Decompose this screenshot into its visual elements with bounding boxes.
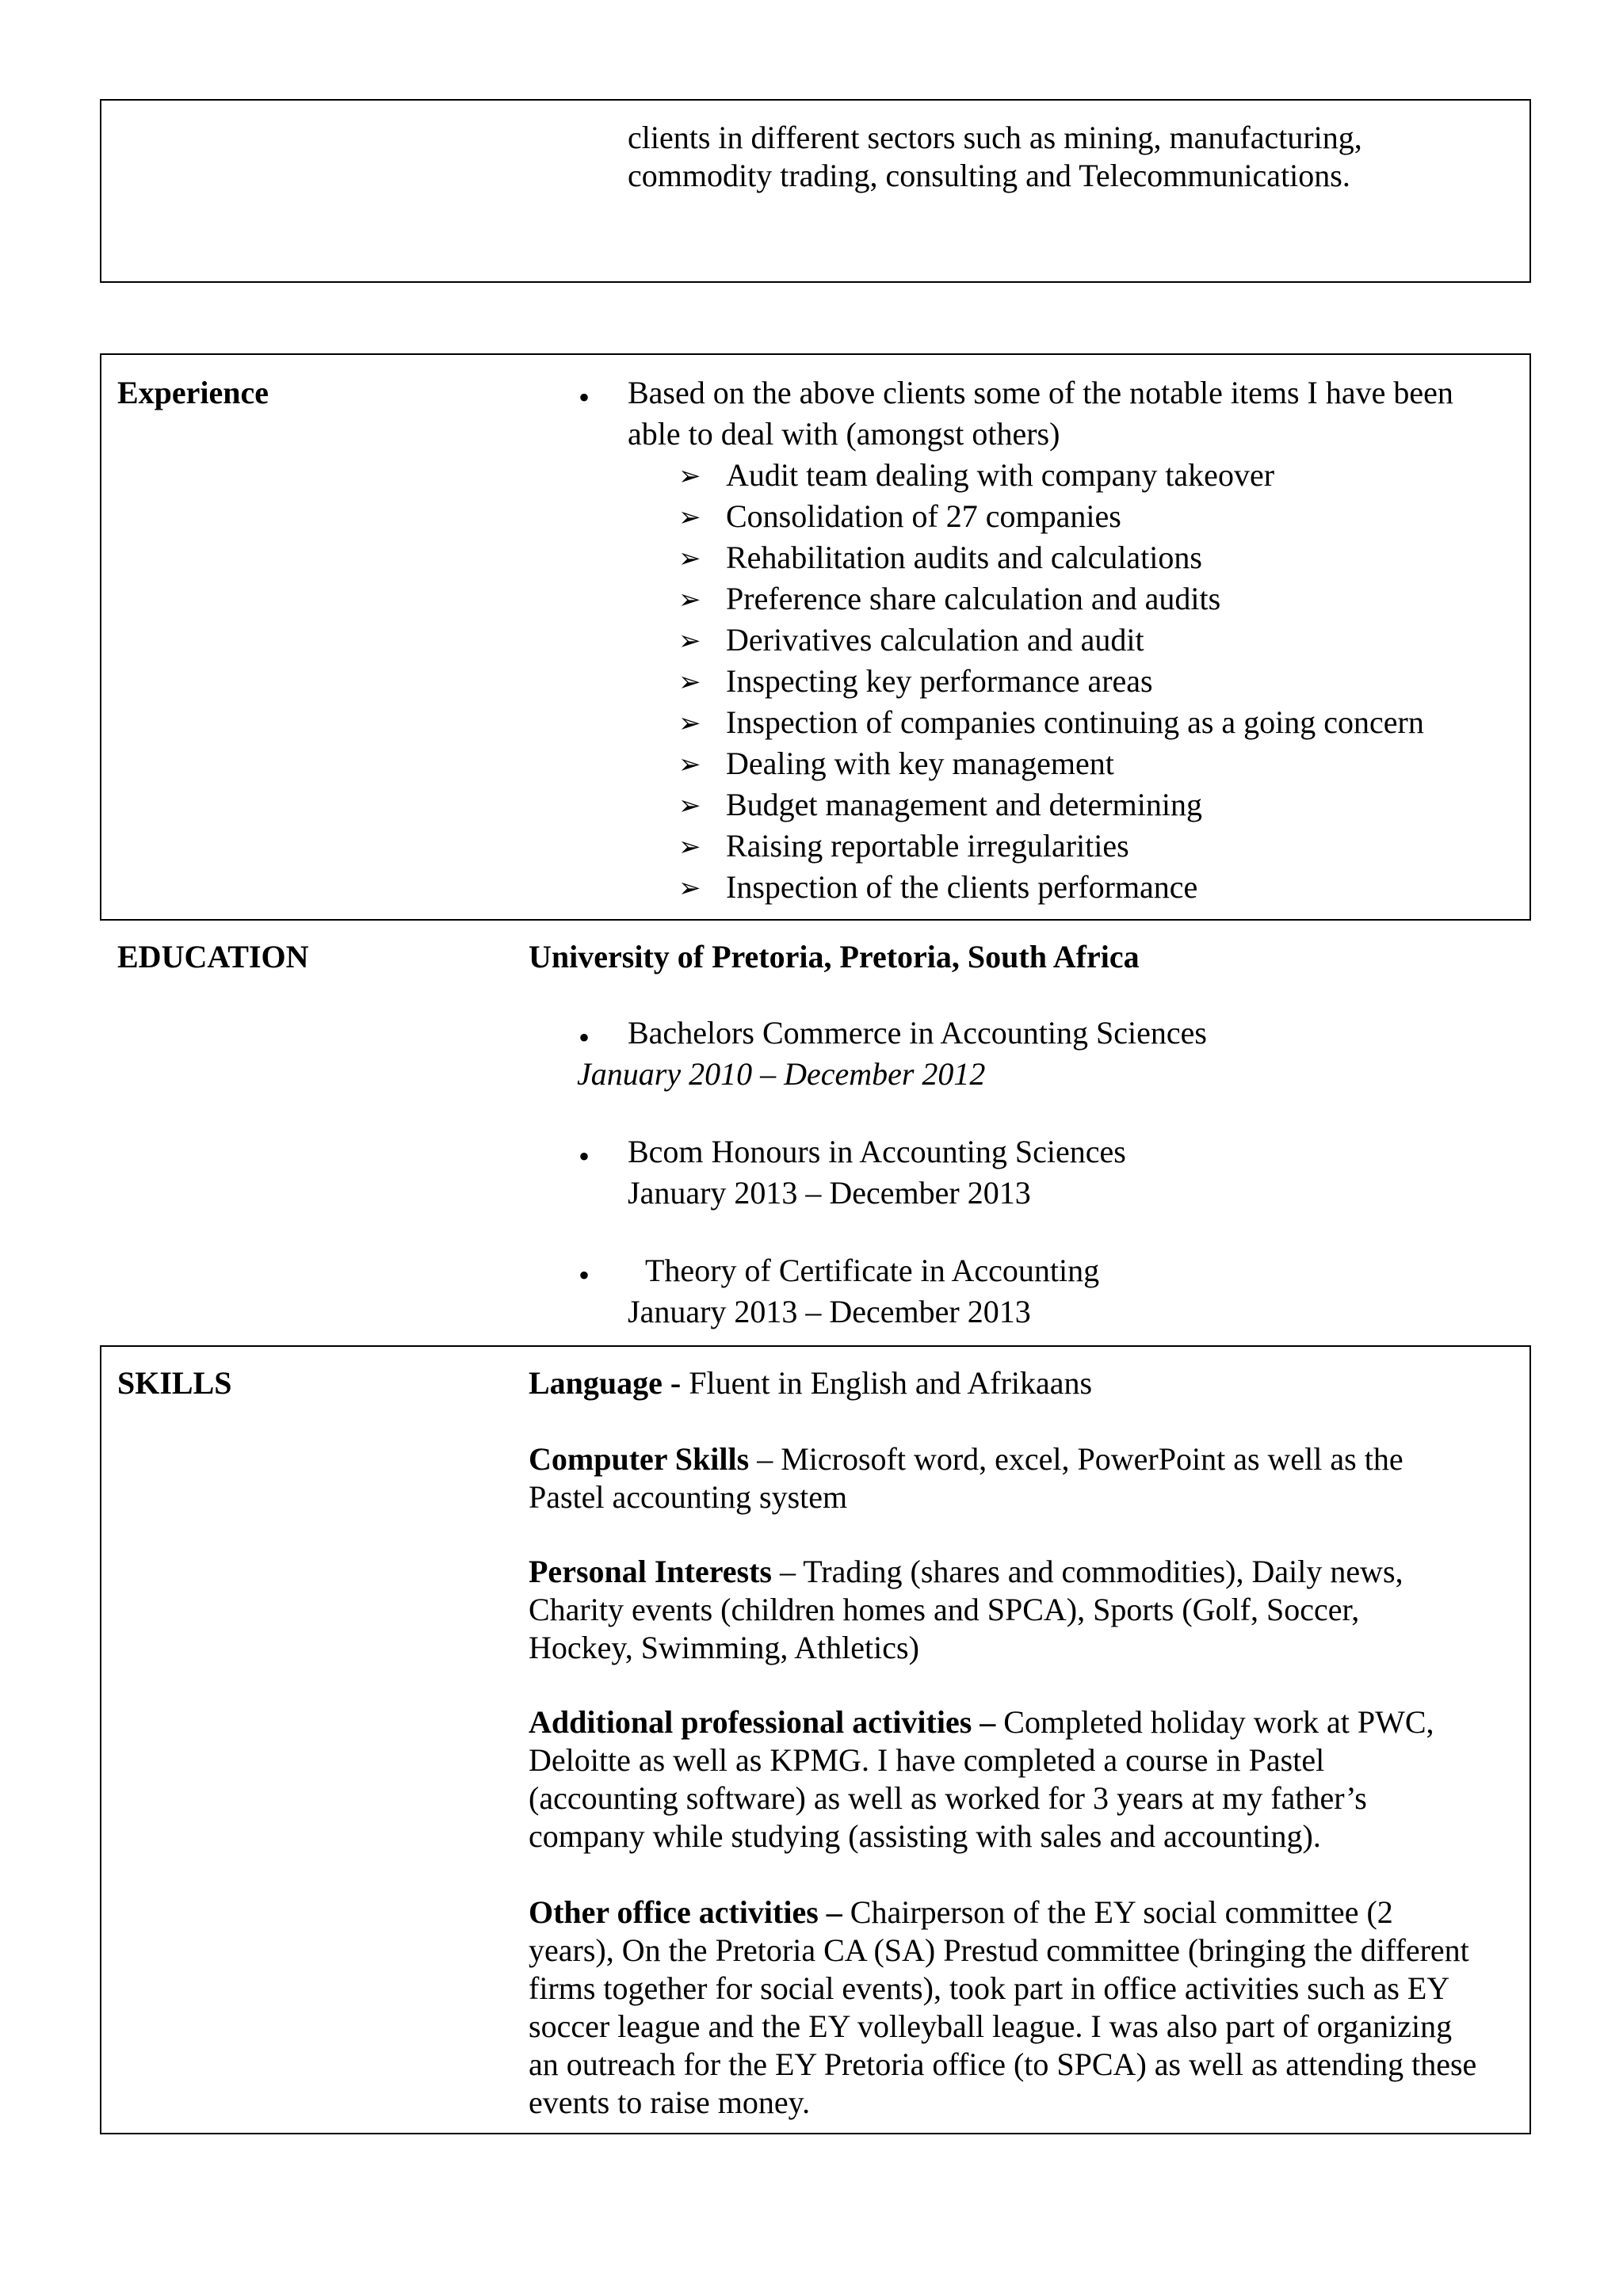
skill-interests-line-2: Charity events (children homes and SPCA), Sports (Golf, Soccer, [529,1592,1360,1627]
education-heading: EDUCATION [117,939,309,974]
skill-office-line-3: firms together for social events), took part in office activities such as EY [529,1970,1450,2006]
experience-item: Preference share calculation and audits [726,581,1221,616]
arrow-bullet-icon: ➢ [678,668,701,697]
arrow-bullet-icon: ➢ [678,627,701,656]
skill-office-label: Other office activities – [529,1894,842,1930]
arrow-bullet-icon: ➢ [678,833,701,862]
experience-intro-line-1: Based on the above clients some of the notable items I have been [628,375,1453,410]
arrow-bullet-icon: ➢ [678,791,701,821]
arrow-bullet-icon: ➢ [678,709,701,738]
skill-office-line-2: years), On the Pretoria CA (SA) Prestud committee (bringing the different [529,1932,1469,1968]
skill-additional-line-1: Completed holiday work at PWC, [995,1704,1434,1740]
experience-item: Raising reportable irregularities [726,828,1129,864]
degree-2-name: Bcom Honours in Accounting Sciences [628,1134,1126,1169]
arrow-bullet-icon: ➢ [678,503,701,532]
skill-language [529,1363,1092,1404]
arrow-bullet-icon: ➢ [678,874,701,903]
experience-item: Dealing with key management [726,746,1114,781]
bullet-dot-icon: • [579,379,590,415]
skill-computer-line-2: Pastel accounting system [529,1479,848,1515]
bullet-dot-icon: • [579,1257,590,1293]
arrow-bullet-icon: ➢ [678,544,701,574]
degree-3-dates: January 2013 – December 2013 [628,1294,1031,1329]
degree-3-name: Theory of Certificate in Accounting [645,1253,1100,1288]
degree-1-name: Bachelors Commerce in Accounting Sciences [628,1015,1207,1051]
degree-2-dates: January 2013 – December 2013 [628,1175,1031,1211]
bullet-dot-icon: • [579,1020,590,1055]
degree-1-dates: January 2010 – December 2012 [577,1056,986,1092]
experience-item: Rehabilitation audits and calculations [726,540,1202,575]
education-institution: University of Pretoria, Pretoria, South Africa [529,939,1140,974]
top-text-line-2: commodity trading, consulting and Telecommunications. [628,158,1350,193]
skill-additional [529,1702,1434,1743]
skill-office-line-1: Chairperson of the EY social committee (2 [842,1894,1393,1930]
skill-language-text: Fluent in English and Afrikaans [681,1365,1093,1401]
skill-additional-line-2: Deloitte as well as KPMG. I have completed a course in Pastel [529,1742,1325,1778]
arrow-bullet-icon: ➢ [678,585,701,615]
experience-intro-line-2: able to deal with (amongst others) [628,416,1060,452]
arrow-bullet-icon: ➢ [678,750,701,780]
experience-heading: Experience [117,375,269,410]
bullet-dot-icon: • [579,1138,590,1174]
skill-interests-label: Personal Interests [529,1554,772,1589]
skill-computer-line-1: – Microsoft word, excel, PowerPoint as well as the [749,1441,1403,1477]
skill-additional-label: Additional professional activities – [529,1704,996,1740]
skill-interests-line-1: – Trading (shares and commodities), Daily news, [772,1554,1403,1589]
skill-computer [529,1439,1403,1480]
skill-additional-line-3: (accounting software) as well as worked for 3 years at my father’s [529,1780,1367,1816]
skill-additional-line-4: company while studying (assisting with sales and accounting). [529,1818,1321,1854]
experience-item: Inspecting key performance areas [726,663,1153,699]
skill-office-line-6: events to raise money. [529,2084,811,2120]
experience-item: Inspection of companies continuing as a going concern [726,704,1424,740]
skill-language-label: Language - [529,1365,682,1401]
skill-interests-line-3: Hockey, Swimming, Athletics) [529,1630,919,1665]
skill-office-line-5: an outreach for the EY Pretoria office (to SPCA) as well as attending these [529,2046,1477,2082]
skill-office [529,1892,1393,1933]
skill-office-line-4: soccer league and the EY volleyball league. I was also part of organizing [529,2008,1453,2044]
experience-item: Budget management and determining [726,787,1202,822]
experience-item: Audit team dealing with company takeover [726,457,1275,493]
experience-item: Consolidation of 27 companies [726,498,1121,534]
experience-item: Inspection of the clients performance [726,869,1198,905]
skills-heading: SKILLS [117,1365,232,1401]
skill-interests [529,1551,1403,1592]
skill-computer-label: Computer Skills [529,1441,750,1477]
experience-item: Derivatives calculation and audit [726,622,1144,658]
arrow-bullet-icon: ➢ [678,462,701,491]
top-text-line-1: clients in different sectors such as mining, manufacturing, [628,120,1362,155]
